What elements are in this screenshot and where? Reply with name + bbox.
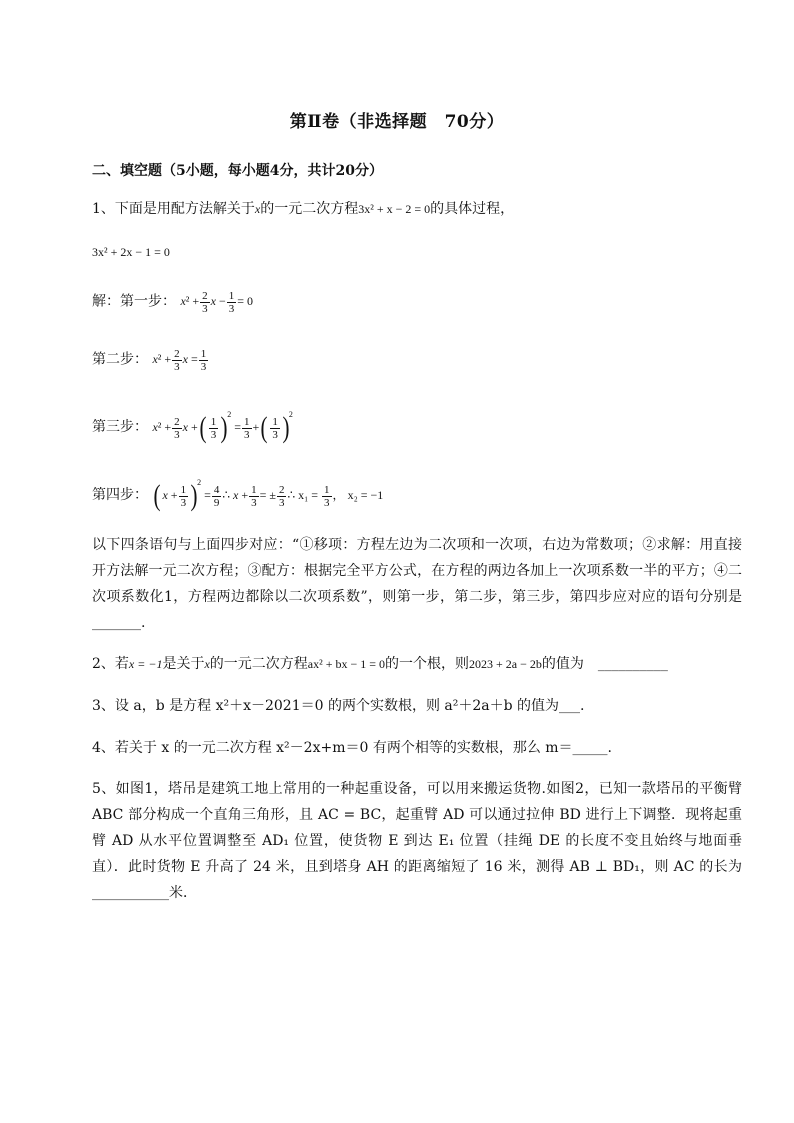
q1-step3 [92, 406, 293, 443]
q1-intro-c: 的具体过程， [430, 201, 515, 217]
q2-c: 的一元二次方程 [209, 656, 308, 672]
q5: 5、如图1，塔吊是建筑工地上常用的一种起重设备，可以用来搬运货物.如图2，已知一款塔吊的平衡臂 ABC 部分构成一个直角三角形，且 AC = BC，起重臂 AD 可以通过拉伸 BD 进行上下调整．现将起重臂 AD 从水平位置调整至 AD₁ 位置，使货物 E 到达 E₁ 位置（挂绳 DE 的长度不变且始终与地面垂直）．此时货物 E 升高了 24 米，且到塔身 AH 的距离缩短了 16 米，测得 AB ⊥ BD₁，则 AC 的长为___________米． [92, 781, 742, 901]
q3: 3、设 a，b 是方程 x²＋x－2021＝0 的两个实数根，则 a²＋2a＋b 的值为___. [92, 698, 585, 714]
q1-eq0: 3x² + 2x − 1 = 0 [92, 245, 170, 259]
q1-step1 [92, 290, 253, 315]
q1-step4-label: 第四步： [92, 487, 148, 503]
q1-step1-label: 解：第一步： [92, 293, 176, 310]
q1-intro-b: 的一元二次方程 [260, 201, 359, 217]
q1-step3-label: 第三步： [92, 419, 148, 435]
q1-step2-label: 第二步： [92, 351, 148, 368]
q1-step4-expr: ( x + $\frac{1}{3}$ )$^2$ = $\frac{4}{9}$ ∴ x + $\frac{1}{3}$ = ± $\frac{2}{3}$ ∴ x₁ = $\frac{1}{3}$ ， x₂ = −1 [153, 478, 384, 513]
q1-intro-a: 1、下面是用配方法解关于 [92, 201, 255, 217]
q4: 4、若关于 x 的一元二次方程 x²－2x+m＝0 有两个相等的实数根，那么 m＝_____. [92, 740, 613, 756]
q2-b: 是关于 [162, 656, 205, 672]
section-heading: 二、填空题（5小题，每小题4分，共计20分） [92, 163, 383, 179]
q1-step2-expr: x² + $\frac{2}{3}$ x = $\frac{1}{3}$ [152, 348, 207, 373]
q1-step4-x2: x₂ = −1 [347, 488, 384, 502]
q2-e: 的值为 __________ [541, 656, 668, 672]
q1-step4-x1: x₁ = [298, 488, 322, 502]
q1-step4 [92, 474, 383, 511]
q1-step1-expr: x² + $\frac{2}{3}$ x − $\frac{1}{3}$ = 0 [180, 290, 254, 315]
q1-step3-expr: x² + $\frac{2}{3}$ x +( $\frac{1}{3}$ )$^2$ = $\frac{1}{3}$ +( $\frac{1}{3}$ )$^2$ [152, 410, 293, 445]
q2-cond: x = −1 [128, 657, 163, 671]
q2-eq: ax² + bx − 1 = 0 [307, 657, 386, 671]
q1-statement: 以下四条语句与上面四步对应：“①移项：方程左边为二次项和一次项，右边为常数项；②求解：用直接开方法解一元二次方程；③配方：根据完全平方公式，在方程的两边各加上一次项系数一半的平方；④二次项系数化1，方程两边都除以二次项系数”，则第一步，第二步，第三步，第四步应对应的语句分别是_______. [92, 537, 742, 631]
q2-d: 的一个根，则 [385, 656, 470, 672]
q2-a: 2、若 [92, 656, 129, 672]
q1-intro [92, 200, 514, 218]
q1-step2 [92, 348, 209, 373]
q2-expr: 2023 + 2a − 2b [469, 657, 542, 671]
q1-intro-eq: 3x² + x − 2 = 0 [358, 202, 431, 216]
q2-var: x [204, 657, 210, 671]
q1-intro-var: x [254, 202, 261, 216]
q2 [92, 655, 668, 673]
page-title: 第Ⅱ卷（非选择题 70分） [289, 112, 505, 132]
